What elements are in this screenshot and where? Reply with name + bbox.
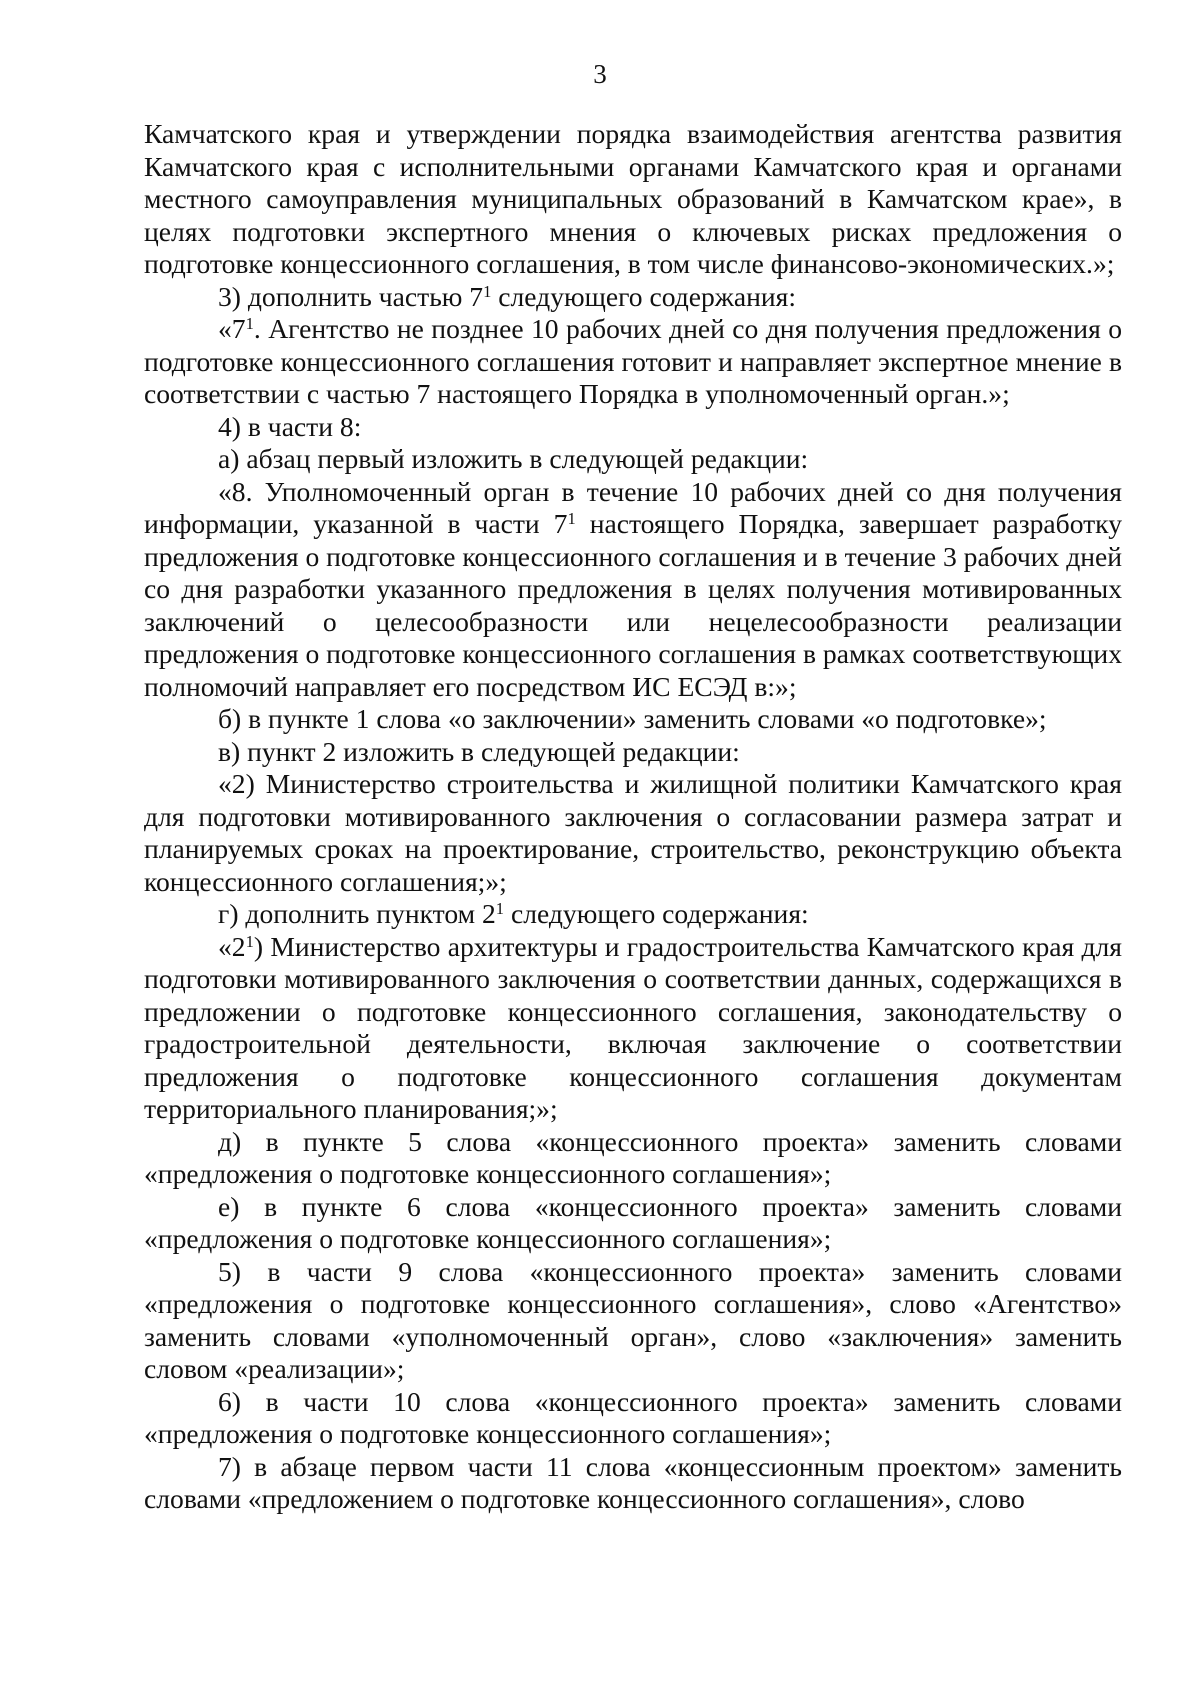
paragraph: е) в пункте 6 слова «концессионного проекта» заменить словами «предложения о подготовке концессионного соглашения»; <box>144 1190 1122 1254</box>
paragraph: «8. Уполномоченный орган в течение 10 рабочих дней со дня получения информации, указанной в части $7^1$ настоящего Порядка, завершает разработку предложения о подготовке концессионного соглашения и в течение 3 рабочих дней со дня разработки указанного предложения в целях получения мотивированных заключений о целесообразности или нецелесообразности реализации предложения о подготовке концессионного соглашения в рамках соответствующих полномочий направляет его посредством ИС ЕСЭД в:»; <box>144 475 1123 702</box>
paragraph: 4) в части 8: <box>218 410 362 442</box>
paragraph: «$2^1$) Министерство архитектуры и градостроительства Камчатского края для подготовки мотивированного заключения о соответствии данных, содержащихся в предложении о подготовке концессионного соглашения, законодательству о градостроительной деятельности, включая заключение о соответствии предложения о подготовке концессионного соглашения документам территориального планирования;»; <box>144 930 1122 1124</box>
paragraph: в) пункт 2 изложить в следующей редакции: <box>218 735 740 767</box>
paragraph: а) абзац первый изложить в следующей редакции: <box>218 443 809 474</box>
page-number: 3 <box>593 59 607 89</box>
paragraph: 6) в части 10 слова «концессионного проекта» заменить словами «предложения о подготовке концессионного соглашения»; <box>144 1385 1122 1449</box>
paragraph: 3) дополнить частью $7^1$ следующего содержания: <box>218 280 796 312</box>
paragraph: г) дополнить пунктом $2^1$ следующего содержания: <box>218 898 809 929</box>
paragraph: 5) в части 9 слова «концессионного проекта» заменить словами «предложения о подготовке концессионного соглашения», слово «Агентство» заменить словами «уполномоченный орган», слово «заключения» заменить словом «реализации»; <box>144 1255 1122 1384</box>
paragraph: «$7^1$. Агентство не позднее 10 рабочих дней со дня получения предложения о подготовке концессионного соглашения готовит и направляет экспертное мнение в соответствии с частью 7 настоящего Порядка в уполномоченный орган.»; <box>144 313 1122 409</box>
paragraph: Камчатского края и утверждении порядка взаимодействия агентства развития Камчатского края с исполнительными органами Камчатского края и органами местного самоуправления муниципальных образований в Камчатском крае», в целях подготовки экспертного мнения о ключевых рисках предложения о подготовке концессионного соглашения, в том числе финансово-экономических.»; <box>144 118 1122 279</box>
paragraph: б) в пункте 1 слова «о заключении» заменить словами «о подготовке»; <box>218 703 1047 734</box>
document-body <box>144 118 1122 1516</box>
paragraph: «2) Министерство строительства и жилищной политики Камчатского края для подготовки мотивированного заключения о согласовании размера затрат и планируемых сроках на проектирование, строительство, реконструкцию объекта концессионного соглашения;»; <box>144 768 1122 897</box>
paragraph: д) в пункте 5 слова «концессионного проекта» заменить словами «предложения о подготовке концессионного соглашения»; <box>144 1125 1122 1189</box>
paragraph: 7) в абзаце первом части 11 слова «концессионным проектом» заменить словами «предложением о подготовке концессионного соглашения», слово <box>144 1450 1122 1514</box>
